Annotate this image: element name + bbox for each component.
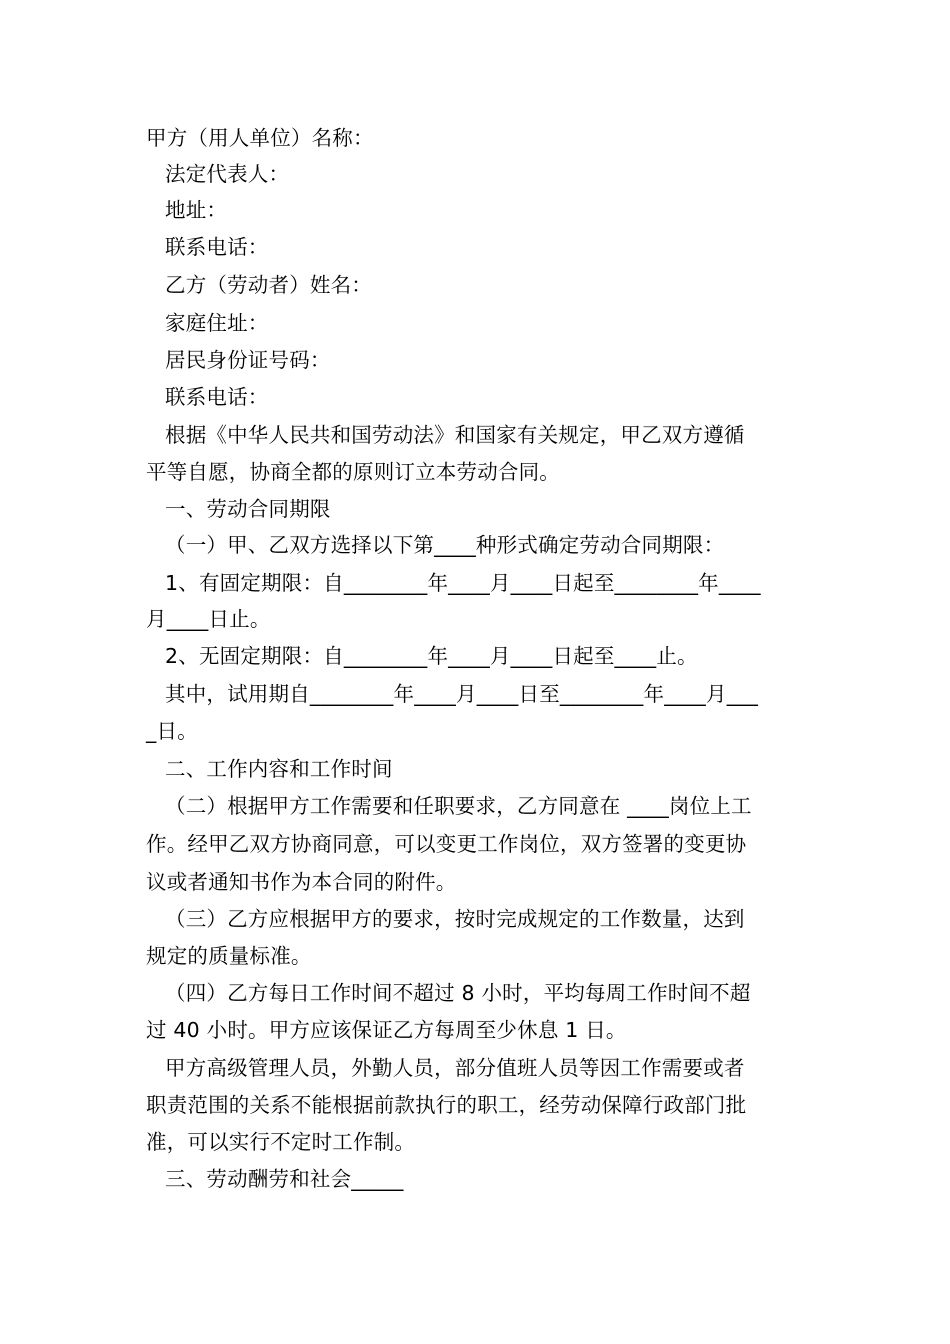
section-3-heading: 三、劳动酬劳和社会_____	[165, 1167, 404, 1191]
section-1-heading: 一、劳动合同期限	[165, 497, 331, 521]
probation-line-1: 其中，试用期自________年____月____日至________年____月___	[165, 682, 759, 706]
exception-line-1: 甲方高级管理人员，外勤人员，部分值班人员等因工作需要或者	[165, 1056, 745, 1080]
preamble-line-2: 平等自愿，协商全都的原则订立本劳动合同。	[146, 460, 560, 484]
employer-phone-line: 联系电话：	[165, 235, 269, 259]
clause-1-line: （一）甲、乙双方选择以下第____种形式确定劳动合同期限：	[165, 533, 725, 557]
probation-line-2: _日。	[146, 719, 198, 743]
preamble-line-1: 根据《中华人民共和国劳动法》和国家有关规定，甲乙双方遵循	[165, 423, 745, 447]
fixed-term-line-2: 月____日止。	[146, 607, 271, 631]
employer-address-line: 地址：	[165, 198, 228, 222]
clause-2-line-3: 议或者通知书作为本合同的附件。	[146, 870, 457, 894]
clause-4-line-1: （四）乙方每日工作时间不超过 8 小时，平均每周工作时间不超	[165, 981, 751, 1005]
exception-line-3: 准，可以实行不定时工作制。	[146, 1130, 416, 1154]
clause-2-line-1: （二）根据甲方工作需要和任职要求，乙方同意在 ____岗位上工	[165, 794, 752, 818]
clause-3-line-2: 规定的质量标准。	[146, 944, 312, 968]
home-address-line: 家庭住址：	[165, 311, 269, 335]
employee-name-line: 乙方（劳动者）姓名：	[165, 273, 372, 297]
clause-3-line-1: （三）乙方应根据甲方的要求，按时完成规定的工作数量，达到	[165, 907, 745, 931]
legal-representative-line: 法定代表人：	[165, 162, 290, 186]
clause-4-line-2: 过 40 小时。甲方应该保证乙方每周至少休息 1 日。	[146, 1018, 627, 1042]
fixed-term-line-1: 1、有固定期限：自________年____月____日起至________年____	[165, 571, 761, 595]
clause-2-line-2: 作。经甲乙双方协商同意，可以变更工作岗位，双方签署的变更协	[146, 832, 747, 856]
id-number-line: 居民身份证号码：	[165, 348, 331, 372]
open-term-line: 2、无固定期限：自________年____月____日起至____止。	[165, 644, 698, 668]
employee-phone-line: 联系电话：	[165, 385, 269, 409]
employer-name-line: 甲方（用人单位）名称：	[146, 126, 374, 150]
exception-line-2: 职责范围的关系不能根据前款执行的职工，经劳动保障行政部门批	[146, 1093, 747, 1117]
section-2-heading: 二、工作内容和工作时间	[165, 757, 393, 781]
